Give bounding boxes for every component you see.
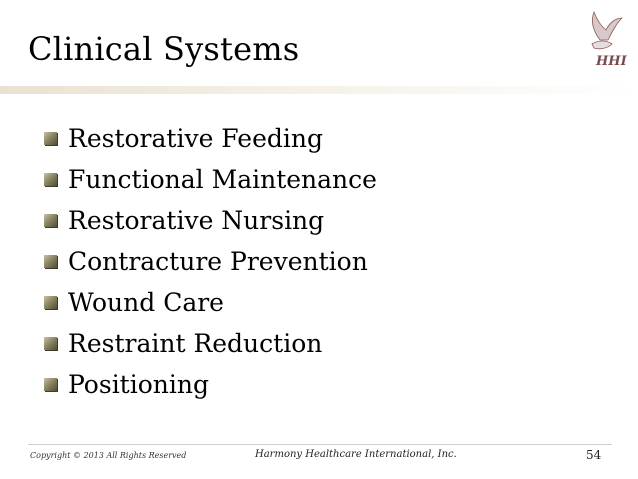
list-item: Restorative Feeding [44,118,377,159]
logo-text: HHI [596,54,627,69]
footer-company: Harmony Healthcare International, Inc. [255,449,457,460]
list-item: Restorative Nursing [44,200,377,241]
square-bullet-icon [44,296,57,309]
page-number: 54 [586,448,602,462]
hhi-dove-logo [570,10,628,70]
square-bullet-icon [44,255,57,268]
bullet-list [44,118,377,405]
footer-copyright: Copyright © 2013 All Rights Reserved [30,451,187,460]
list-item: Restraint Reduction [44,323,377,364]
square-bullet-icon [44,214,57,227]
list-item: Functional Maintenance [44,159,377,200]
slide-title: Clinical Systems [28,30,300,68]
square-bullet-icon [44,378,57,391]
title-underline [0,86,638,94]
square-bullet-icon [44,132,57,145]
square-bullet-icon [44,337,57,350]
list-item: Wound Care [44,282,377,323]
list-item: Positioning [44,364,377,405]
square-bullet-icon [44,173,57,186]
list-item: Contracture Prevention [44,241,377,282]
footer-divider [28,444,612,445]
